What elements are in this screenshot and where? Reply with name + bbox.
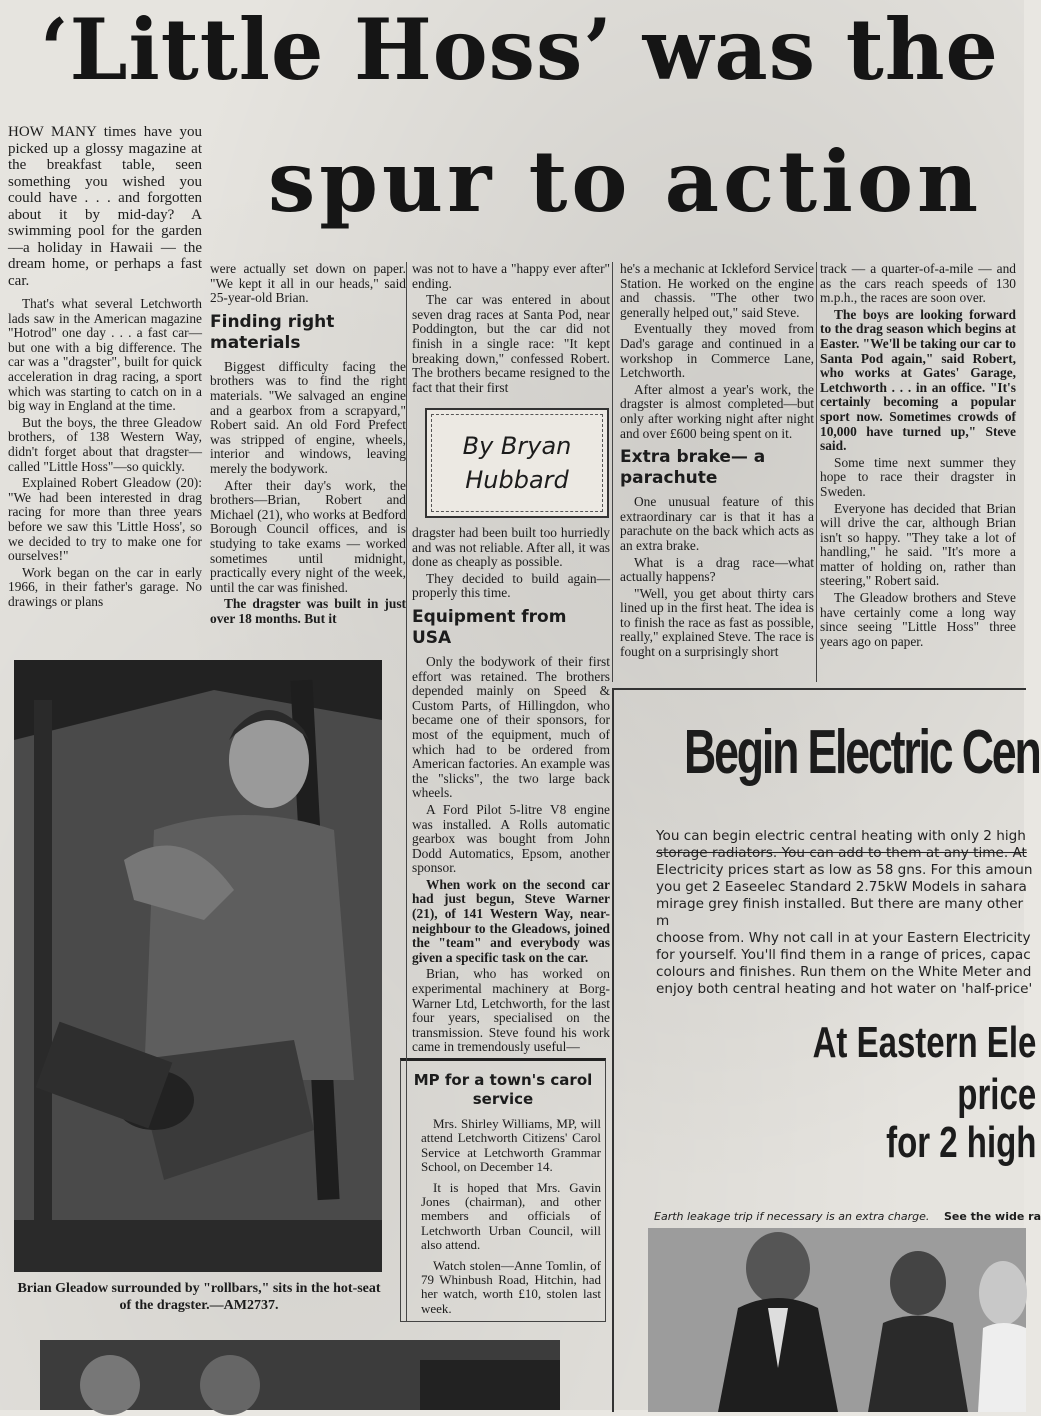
advert-body	[656, 828, 1036, 998]
advert-line: mirage grey finish installed. But there are many other m	[656, 896, 1024, 929]
advert-footnote: Earth leakage trip if necessary is an extra charge.	[654, 1210, 930, 1223]
mp-box-paragraph: It is hoped that Mrs. Gavin Jones (chairman), and other members and officials of Letchworth Urban Council, will also attend.	[421, 1179, 601, 1253]
article-column-4	[620, 262, 814, 662]
intro-paragraph: HOW MANY times have you picked up a glossy magazine at the breakfast table, seen something you wished you could have . . . and forgotten about it by mid-day? A swimming pool for the garden—a holiday in Hawaii — the dream home, or perhaps a fast car.	[8, 124, 202, 289]
body-paragraph: "Well, you get about thirty cars lined up in the first heat. The idea is to finish the race as fast as possible, really," explained Steve. The race is fought on a surprisingly short	[620, 585, 814, 660]
column-rule	[816, 262, 817, 682]
body-paragraph: Work began on the car in early 1966, in their father's garage. No drawings or plans	[8, 564, 202, 609]
article-column-3-top	[412, 262, 610, 397]
body-paragraph-bold: The boys are looking forward to the drag season which begins at Easter. "We'll be taking our car to Santa Pod again," said Robert, who works at Gates' Garage, Letchworth . . . in an office. "It's certainly becoming a popular sport now. Sometimes crowds of 10,000 have turned up," Steve said.	[820, 306, 1016, 454]
column-rule	[612, 262, 613, 682]
body-paragraph: A Ford Pilot 5-litre V8 engine was installed. A Rolls automatic gearbox was bought from John Dodd Automatics, Epsom, another sponsor.	[412, 801, 610, 876]
body-paragraph: Biggest difficulty facing the brothers was to find the right materials. "We salvaged an engine and a gearbox from a scrapyard," Robert said. An old Ford Prefect was stripped of engine, wheels, interior and windows, leaving merely the bodywork.	[210, 358, 406, 476]
advert-subheading: At Eastern Ele	[812, 1018, 1036, 1067]
body-paragraph-bold: When work on the second car had just begun, Steve Warner (21), of 141 Western Way, near-neighbour to the Gleadows, joined the "team" and everybody was given a specific task on the car.	[412, 876, 610, 965]
subheading: Finding right materials	[210, 311, 335, 353]
body-paragraph: They decided to build again—properly this time.	[412, 570, 610, 601]
advert-line: You can begin electric central heating with only 2 high	[656, 828, 1026, 844]
byline-line-2: Hubbard	[465, 466, 569, 494]
article-column-5	[820, 262, 1016, 651]
body-paragraph: he's a mechanic at Ickleford Service Station. He worked on the engine and chassis. "The other two generally helped out," said Steve.	[620, 261, 814, 320]
body-paragraph: But the boys, the three Gleadow brothers, of 138 Western Way, didn't forget about that dragster—called "Little Hoss"—so quickly.	[8, 414, 202, 474]
mp-box-body	[421, 1117, 601, 1322]
advert-photo-illustration	[648, 1228, 1026, 1412]
mp-box-title: MP for a town's carol service	[413, 1071, 593, 1108]
advert-line: Electricity prices start as low as 58 gns. For this amoun	[656, 862, 1033, 878]
body-paragraph: After almost a year's work, the dragster is almost completed—but only after working night after night and over £600 being spent on it.	[620, 381, 814, 441]
article-column-3-bottom	[412, 526, 610, 1057]
body-paragraph: After their day's work, the brothers—Brian, Robert and Michael (21), who works at Bedford Borough Council offices, and is studying to take exams — worked sometimes until midnight, practically every night of the week, until the car was finished.	[210, 477, 406, 595]
headline-line-1: ‘Little Hoss’ was the	[40, 0, 999, 99]
subheading: Equipment from USA	[412, 606, 567, 648]
advert-headline: Begin Electric Cen	[684, 718, 1040, 787]
headline-line-2: spur to action	[268, 132, 983, 231]
second-photo-illustration	[40, 1340, 560, 1410]
advert-subheading: price	[957, 1070, 1036, 1119]
body-paragraph: Explained Robert Gleadow (20): "We had been interested in drag racing for more than three years before we saw this 'Little Hoss', so we decided to try to make one for ourselves!"	[8, 475, 202, 564]
photo-caption: Brian Gleadow surrounded by "rollbars," sits in the hot-seat of the dragster.—AM2737.	[17, 1281, 381, 1313]
subheading: Extra brake— a parachute	[620, 447, 766, 489]
body-paragraph: One unusual feature of this extraordinary car is that it has a parachute on the back which acts as an extra brake.	[620, 494, 814, 553]
body-paragraph: Some time next summer they hope to race their dragster in Sweden.	[820, 454, 1016, 499]
body-paragraph: track — a quarter-of-a-mile — and as the cars reach speeds of 130 m.p.h., the races are soon over.	[820, 261, 1016, 306]
advert-line: for yourself. You'll find them in a range of prices, capac	[656, 947, 1031, 963]
mp-carol-service-box	[400, 1058, 606, 1322]
advert-photo	[648, 1228, 1026, 1412]
article-column-2	[210, 262, 406, 628]
advert-subheading: for 2 high	[885, 1118, 1036, 1167]
body-paragraph: Brian, who has worked on experimental machinery at Borg-Warner Ltd, Letchworth, for the last four years, specialised on the transmission. Steve found his work came in tremendously useful—	[412, 966, 610, 1055]
advert-line: you get 2 Easeelec Standard 2.75kW Models in sahara	[656, 879, 1027, 895]
body-paragraph: were actually set down on paper. "We kept it all in our heads," said 25-year-old Brian.	[210, 261, 406, 306]
body-paragraph: What is a drag race—what actually happens?	[620, 554, 814, 585]
mp-box-paragraph: Watch stolen—Anne Tomlin, of 79 Whinbush Road, Hitchin, had her watch, worth £10, stolen last week.	[421, 1257, 601, 1316]
article-column-1	[8, 124, 202, 611]
advert-line: choose from. Why not call in at your Eastern Electricity	[656, 930, 1031, 946]
advert-line: storage radiators. You can add to them at any time. At	[656, 845, 1027, 861]
advert-footnote: See the wide ra	[944, 1210, 1041, 1223]
body-paragraph: Eventually they moved from Dad's garage and continued in a workshop in Commerce Lane, Letchworth.	[620, 321, 814, 381]
advert-line: colours and finishes. Run them on the White Meter and	[656, 964, 1032, 980]
body-paragraph: The Gleadow brothers and Steve have certainly come a long way since seeing "Little Hoss" three years ago on paper.	[820, 590, 1016, 649]
body-paragraph: Everyone has decided that Brian will drive the car, although Brian isn't so happy. "They take a lot of handling," he said. "It's more a matter of holding on, rather than steering," Robert said.	[820, 500, 1016, 589]
mp-box-paragraph: Mrs. Shirley Williams, MP, will attend Letchworth Citizens' Carol Service at Letchworth Grammar School, on December 14.	[421, 1116, 601, 1175]
byline-box	[425, 408, 609, 518]
body-paragraph-bold: The dragster was built in just over 18 months. But it	[210, 596, 406, 626]
body-paragraph: dragster had been built too hurriedly and was not reliable. After all, it was done as cheaply as possible.	[412, 525, 610, 570]
electric-heating-advert	[612, 688, 1041, 1412]
body-paragraph: The car was entered in about seven drag races at Santa Pod, near Poddington, but the car did not finish in a single race: "It kept breaking down," confessed Robert. The brothers became resigned to the fact that their first	[412, 292, 610, 395]
byline-line-1: By Bryan	[462, 432, 572, 460]
dragster-photo-illustration	[14, 660, 382, 1272]
body-paragraph: Only the bodywork of their first effort was retained. The brothers depended mainly on Speed & Custom Parts, of Hillingdon, who became one of their sponsors, for most of the equipment, much of which had to be ordered from American factories. An example was the "slicks", the two large back wheels.	[412, 653, 610, 801]
second-photo	[40, 1340, 560, 1410]
body-paragraph: was not to have a "happy ever after" ending.	[412, 261, 610, 291]
column-rule	[406, 262, 407, 1322]
dragster-photo	[14, 660, 382, 1272]
body-paragraph: That's what several Letchworth lads saw in the American magazine "Hotrod" one day . . . a fast car—but one with a big difference. The car was a "dragster", built for quick acceleration in drag racing, a sport which was starting to catch on in a big way in England at the time.	[8, 296, 202, 414]
advert-line: enjoy both central heating and hot water on 'half-price'	[656, 981, 1033, 997]
